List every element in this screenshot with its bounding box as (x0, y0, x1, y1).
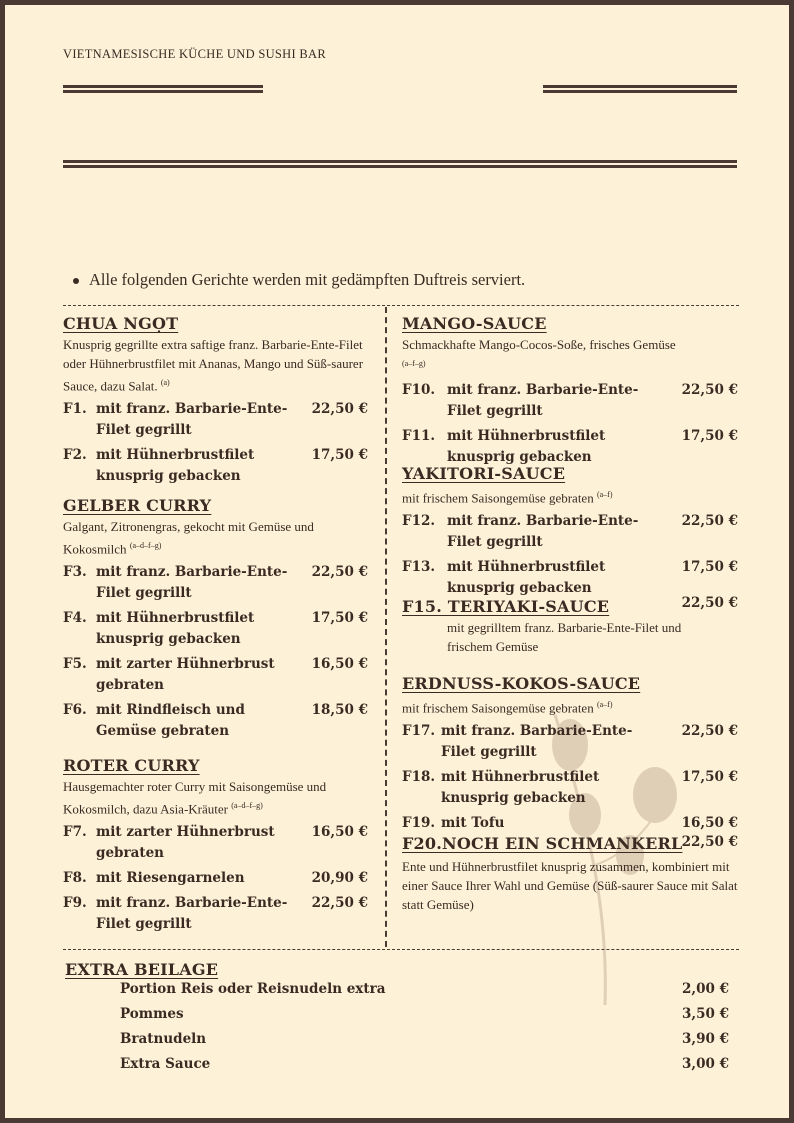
section-title: ERDNUSS-KOKOS-SAUCE (402, 674, 641, 693)
menu-item: F10. mit franz. Barbarie-Ente-Filet gegrillt 22,50 € (402, 382, 738, 420)
allergen-codes: (a–f) (596, 700, 613, 709)
section-schmankerl (402, 834, 738, 914)
divider-column (385, 307, 387, 947)
section-title: CHUA NGỌT (63, 314, 179, 333)
menu-item: F4. mit Hühnerbrustfilet knusprig gebacken 17,50 € (63, 610, 368, 648)
section-erdnuss-kokos-sauce (402, 674, 738, 834)
extra-item: Portion Reis oder Reisnudeln extra 2,00 € (120, 981, 729, 997)
allergen-codes: (a) (160, 378, 170, 387)
section-gelber-curry (63, 496, 368, 742)
allergen-codes: (a–d–f–g) (231, 801, 263, 810)
menu-item: F3. mit franz. Barbarie-Ente-Filet gegrillt 22,50 € (63, 564, 368, 602)
extra-item: Pommes 3,50 € (120, 1006, 729, 1022)
section-chua-ngot (63, 314, 368, 487)
menu-item: F1. mit franz. Barbarie-Ente-Filet gegrillt 22,50 € (63, 401, 368, 439)
divider-top (63, 305, 739, 306)
section-yakitori-sauce (402, 464, 738, 599)
section-description: Hausgemachter roter Curry mit Saisongemüse und Kokosmilch, dazu Asia-Kräuter $^{(a-d-f-g)}$ (63, 779, 327, 817)
menu-item: F7. mit zarter Hühnerbrust gebraten 16,50 € (63, 824, 368, 862)
intro-text: Alle folgenden Gerichte werden mit gedämpften Duftreis serviert. (89, 270, 526, 289)
section-teriyaki-sauce (402, 597, 738, 656)
menu-item: F18. mit Hühnerbrustfilet knusprig gebacken 17,50 € (402, 769, 738, 807)
menu-item: F5. mit zarter Hühnerbrust gebraten 16,50 € (63, 656, 368, 694)
section-title: ROTER CURRY (63, 756, 200, 775)
section-mango-sauce (402, 314, 738, 468)
section-price: 22,50 € (681, 834, 738, 850)
section-description: mit gegrilltem franz. Barbarie-Ente-Filet und frischem Gemüse (447, 620, 682, 654)
section-title: YAKITORI-SAUCE (402, 464, 566, 483)
section-description: Galgant, Zitronengras, gekocht mit Gemüse und Kokosmilch $^{(a-d-f-g)}$ (63, 519, 314, 557)
extra-title: EXTRA BEILAGE (65, 960, 219, 979)
menu-item: F12. mit franz. Barbarie-Ente-Filet gegrillt 22,50 € (402, 513, 738, 551)
allergen-codes: (a–d–f–g) (129, 541, 162, 550)
section-description: Ente und Hühnerbrustfilet knusprig zusammen, kombiniert mit einer Sauce Ihrer Wahl und Gemüse (Süß-saurer Sauce mit Salat statt Gemüse) (402, 859, 738, 912)
menu-item: F13. mit Hühnerbrustfilet knusprig gebacken 17,50 € (402, 559, 738, 597)
brand-title: VIETNAMESISCHE KÜCHE UND SUSHI BAR (63, 47, 326, 61)
section-description: Knusprig gegrillte extra saftige franz. Barbarie-Ente-Filet oder Hühnerbrustfilet mit Ananas, Mango und Süß-saurer Sauce, dazu Salat. $^{(a)}$ (63, 337, 364, 394)
menu-item: F8. mit Riesengarnelen 20,90 € (63, 870, 368, 887)
header-rule-wide (63, 160, 737, 168)
bullet-icon (73, 278, 79, 284)
intro-note (73, 270, 525, 290)
header-rule-right (543, 85, 737, 93)
allergen-codes: (a–f–g) (402, 359, 426, 368)
section-title: F15. TERIYAKI-SAUCE (402, 597, 610, 616)
extra-item: Extra Sauce 3,00 € (120, 1056, 729, 1072)
extra-item: Bratnudeln 3,90 € (120, 1031, 729, 1047)
section-description: mit frischem Saisongemüse gebraten $^{(a-f)}$ (402, 490, 613, 506)
section-description: Schmackhafte Mango-Cocos-Soße, frisches Gemüse $^{(a-f-g)}$ (402, 337, 676, 368)
section-title: F20.NOCH EIN SCHMANKERL (402, 834, 683, 853)
menu-item: F9. mit franz. Barbarie-Ente-Filet gegrillt 22,50 € (63, 895, 368, 933)
allergen-codes: (a–f) (596, 490, 613, 499)
menu-item: F6. mit Rindfleisch und Gemüse gebraten 18,50 € (63, 702, 368, 740)
section-description: mit frischem Saisongemüse gebraten $^{(a-f)}$ (402, 700, 613, 716)
section-title: GELBER CURRY (63, 496, 212, 515)
menu-item: F2. mit Hühnerbrustfilet knusprig gebacken 17,50 € (63, 447, 368, 485)
menu-item: F11. mit Hühnerbrustfilet knusprig gebacken 17,50 € (402, 428, 738, 466)
menu-item: F19. mit Tofu 16,50 € (402, 815, 738, 832)
section-title: MANGO-SAUCE (402, 314, 547, 333)
menu-item: F17. mit franz. Barbarie-Ente-Filet gegrillt 22,50 € (402, 723, 738, 761)
section-price: 22,50 € (681, 595, 738, 611)
section-roter-curry (63, 756, 368, 935)
header-rule-left (63, 85, 263, 93)
